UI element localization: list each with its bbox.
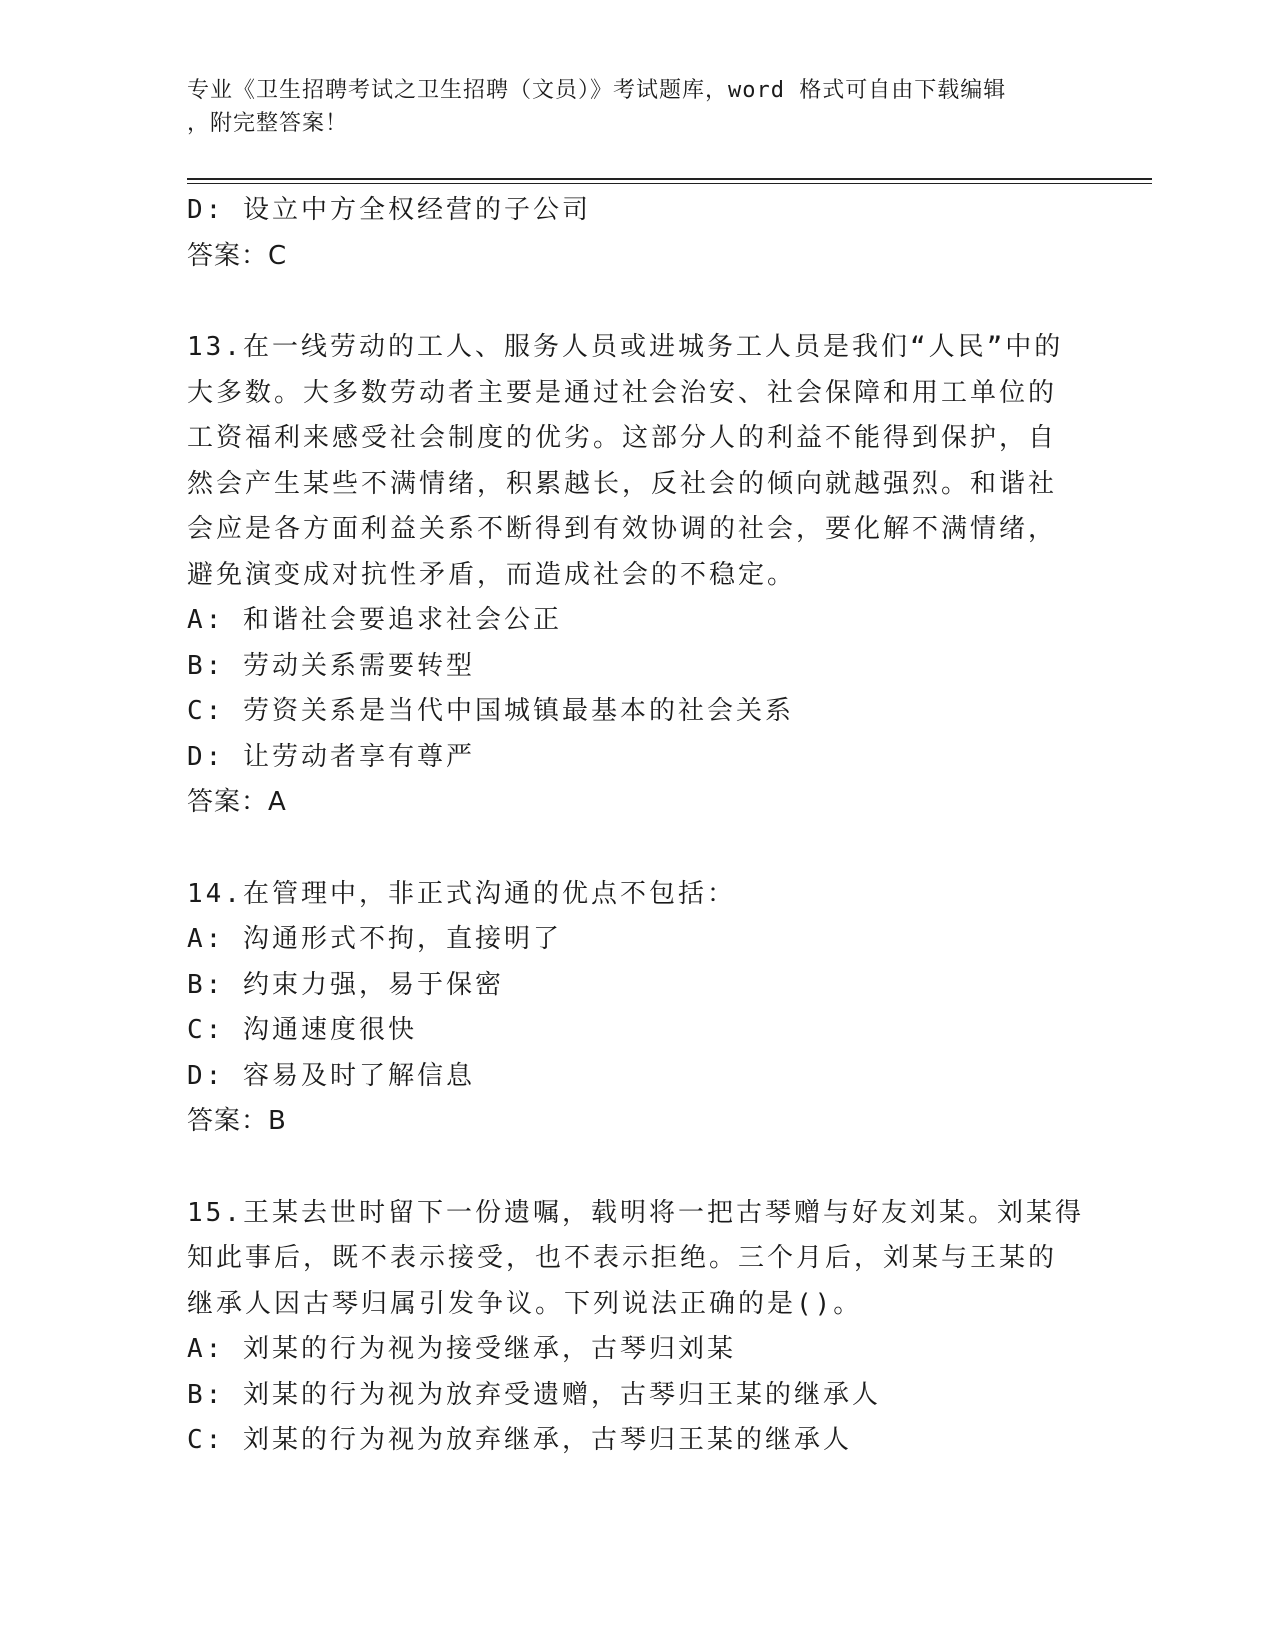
- option-b: B: 劳动关系需要转型: [187, 650, 475, 681]
- option-a: A: 和谐社会要追求社会公正: [187, 605, 562, 635]
- option-b: B: 约束力强，易于保密: [187, 969, 504, 1000]
- question-stem-line: 工资福利来感受社会制度的优劣。这部分人的利益不能得到保护，自: [187, 423, 1058, 453]
- question-stem-line: 知此事后，既不表示接受，也不表示拒绝。三个月后，刘某与王某的: [187, 1243, 1058, 1273]
- option-b: B: 刘某的行为视为放弃受遗赠，古琴归王某的继承人: [187, 1379, 881, 1410]
- question-stem-line: 继承人因古琴归属引发争议。下列说法正确的是()。: [187, 1288, 863, 1319]
- header-line-1: 专业《卫生招聘考试之卫生招聘（文员）》考试题库，word 格式可自由下载编辑: [187, 78, 1007, 103]
- option-a: A: 刘某的行为视为接受继承，古琴归刘某: [187, 1334, 736, 1364]
- question-stem-line: 然会产生某些不满情绪，积累越长，反社会的倾向就越强烈。和谐社: [187, 468, 1058, 499]
- question-stem-line: 会应是各方面利益关系不断得到有效协调的社会，要化解不满情绪，: [187, 514, 1058, 544]
- header-divider-thin: [187, 183, 1152, 184]
- spacer: [187, 1145, 1087, 1191]
- header-line-2: ，附完整答案！: [187, 111, 349, 136]
- question-stem-line: 13.在一线劳动的工人、服务人员或进城务工人员是我们“人民”中的: [187, 332, 1064, 362]
- previous-question-tail: [187, 188, 1087, 279]
- page-header: [187, 74, 1067, 140]
- option-c: C: 沟通速度很快: [187, 1015, 417, 1045]
- question-13: [187, 325, 1087, 826]
- option-d: D: 设立中方全权经营的子公司: [187, 195, 591, 225]
- question-content: [187, 188, 1087, 1464]
- answer-line: 答案：A: [187, 787, 287, 817]
- question-15: [187, 1191, 1087, 1464]
- question-stem-line: 避免演变成对抗性矛盾，而造成社会的不稳定。: [187, 559, 797, 590]
- option-a: A: 沟通形式不拘，直接明了: [187, 924, 562, 954]
- question-14: [187, 872, 1087, 1145]
- question-stem-line: 大多数。大多数劳动者主要是通过社会治安、社会保障和用工单位的: [187, 377, 1058, 408]
- question-stem-line: 14.在管理中，非正式沟通的优点不包括：: [187, 878, 736, 909]
- spacer: [187, 279, 1087, 325]
- header-divider-thick: [187, 178, 1152, 180]
- option-d: D: 容易及时了解信息: [187, 1060, 475, 1091]
- spacer: [187, 826, 1087, 872]
- option-d: D: 让劳动者享有尊严: [187, 741, 475, 772]
- question-stem-line: 15.王某去世时留下一份遗嘱，载明将一把古琴赠与好友刘某。刘某得: [187, 1197, 1084, 1228]
- option-c: C: 劳资关系是当代中国城镇最基本的社会关系: [187, 696, 794, 726]
- option-c: C: 刘某的行为视为放弃继承，古琴归王某的继承人: [187, 1425, 852, 1455]
- answer-line: 答案：C: [187, 240, 288, 271]
- answer-line: 答案：B: [187, 1106, 287, 1136]
